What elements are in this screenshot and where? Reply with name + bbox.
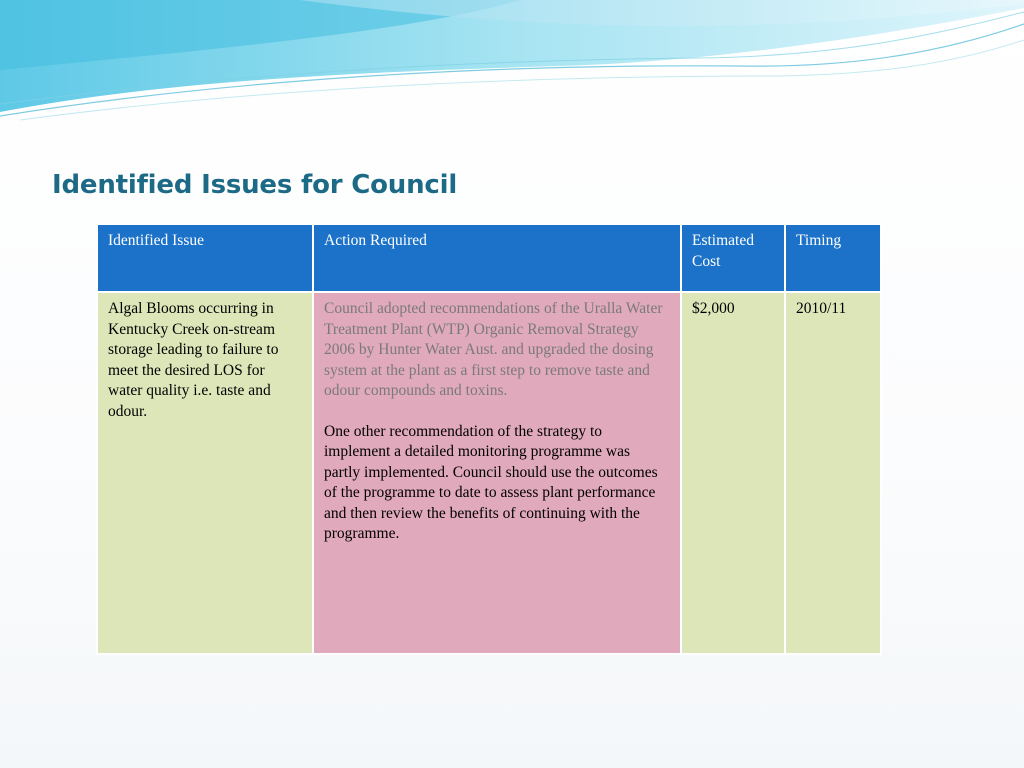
table-header-row [97,224,881,292]
header-timing: Timing [785,224,881,292]
issue-cell: Algal Blooms occurring in Kentucky Creek on-stream storage leading to failure to meet the desired LOS for water quality i.e. taste and odour. [97,292,313,654]
action-completed-text: Council adopted recommendations of the Uralla Water Treatment Plant (WTP) Organic Removal Strategy 2006 by Hunter Water Aust. and upgraded the dosing system at the plant as a first step to remove taste and odour compounds and toxins. [324,300,663,399]
header-action-required: Action Required [313,224,681,292]
wave-decoration [0,0,1024,130]
issues-table [96,223,882,655]
action-pending-text: One other recommendation of the strategy to implement a detailed monitoring programme was partly implemented. Council should use the outcomes of the programme to date to assess plant performance and then review the benefits of continuing with the programme. [324,422,658,542]
header-identified-issue: Identified Issue [97,224,313,292]
cost-cell: $2,000 [681,292,785,654]
timing-cell: 2010/11 [785,292,881,654]
page-title: Identified Issues for Council [52,170,458,200]
action-cell [313,292,681,654]
header-estimated-cost: Estimated Cost [681,224,785,292]
table-row [97,292,881,654]
